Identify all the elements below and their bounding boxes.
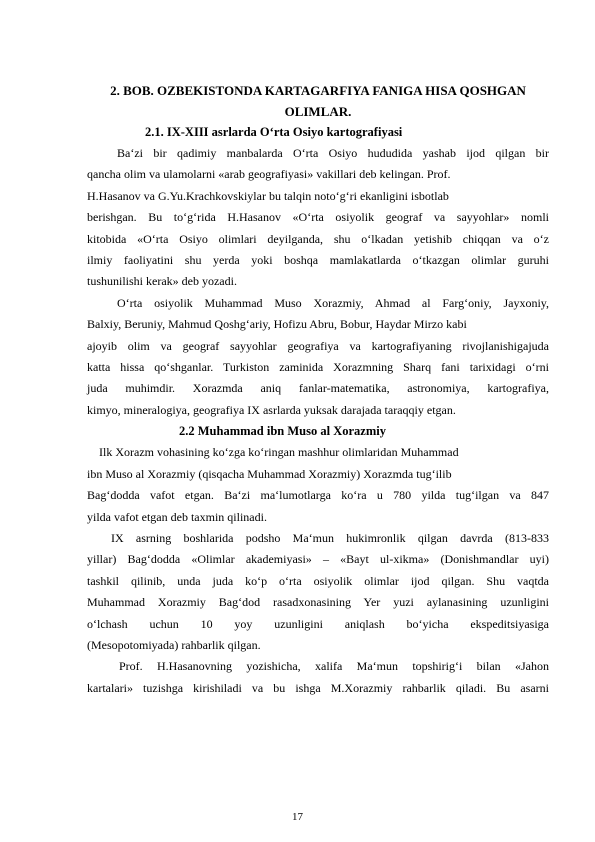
- paragraph-line: Muhammad Xorazmiy Bag‘dod rasadxonasining Yer yuzi aylanasining uzunligini: [87, 595, 549, 610]
- chapter-title-line-2: OLIMLAR.: [284, 104, 352, 119]
- paragraph-line: tushunilishi kerak» deb yozadi.: [87, 274, 237, 289]
- paragraph-line: berishgan. Bu to‘g‘rida H.Hasanov «O‘rta osiyolik geograf va sayyohlar» nomli: [87, 210, 549, 225]
- section-2-1-paragraph-2: [87, 293, 549, 421]
- page-number: 17: [292, 811, 303, 823]
- paragraph-line: Ba‘zi bir qadimiy manbalarda O‘rta Osiyo hududida yashab ijod qilgan bir: [117, 146, 549, 160]
- section-2-2-paragraph-1: [87, 442, 549, 528]
- paragraph-line: Prof. H.Hasanovning yozishicha, xalifa Ma‘mun topshirig‘i bilan «Jahon: [119, 659, 549, 674]
- paragraph-line: kitobida «O‘rta Osiyo olimlari deyilganda, shu o‘lkadan yetishib chiqqan va o‘z: [87, 231, 549, 246]
- paragraph-line: kimyo, mineralogiya, geografiya IX asrlarda yuksak darajada taraqqiy etgan.: [87, 402, 456, 417]
- paragraph-line: qancha olim va ulamolarni «arab geografiyasi» vakillari deb kelingan. Prof.: [87, 167, 451, 182]
- section-2-2-paragraph-2: [87, 528, 549, 656]
- chapter-title-line-1: 2. BOB. OZBEKISTONDA KARTAGARFIYA FANIGA HISA QOSHGAN: [110, 83, 526, 98]
- paragraph-line: ilmiy faoliyatini shu yerda yoki boshqa mamlakatlarda o‘tkazgan olimlar guruhi: [87, 253, 549, 268]
- chapter-title: [87, 80, 549, 122]
- paragraph-line: o‘lchash uchun 10 yoy uzunligini aniqlash bo‘yicha ekspeditsiyasiga: [87, 616, 549, 631]
- paragraph-line: ibn Muso al Xorazmiy (qisqacha Muhammad Xorazmiy) Xorazmda tug‘ilib: [87, 466, 452, 481]
- document-page: [87, 80, 549, 699]
- paragraph-line: kartalari» tuzishga kirishiladi va bu ishga M.Xorazmiy rahbarlik qiladi. Bu asarni: [87, 680, 549, 695]
- paragraph-line: (Mesopotomiyada) rahbarlik qilgan.: [87, 637, 261, 652]
- section-2-2-paragraph-3: [87, 656, 549, 699]
- paragraph-line: juda muhimdir. Xorazmda aniq fanlar-matematika, astronomiya, kartografiya,: [87, 381, 549, 396]
- paragraph-line: tashkil qilinib, unda juda ko‘p o‘rta osiyolik olimlar ijod qilgan. Shu vaqtda: [87, 573, 549, 588]
- section-title-2-1: 2.1. IX-XIII asrlarda O‘rta Osiyo kartografiyasi: [145, 125, 403, 139]
- paragraph-line: H.Hasanov va G.Yu.Krachkovskiylar bu talqin noto‘g‘ri ekanligini isbotlab: [87, 188, 449, 203]
- paragraph-line: Balxiy, Beruniy, Mahmud Qoshg‘ariy, Hofizu Abru, Bobur, Haydar Mirzo kabi: [87, 317, 467, 332]
- section-2-1-paragraph-1: [87, 143, 549, 293]
- paragraph-line: Ilk Xorazm vohasining ko‘zga ko‘ringan mashhur olimlaridan Muhammad: [99, 445, 459, 460]
- paragraph-line: yilda vafot etgan deb taxmin qilinadi.: [87, 509, 267, 524]
- paragraph-line: IX asrning boshlarida podsho Ma‘mun hukimronlik qilgan davrda (813-833: [111, 530, 549, 545]
- paragraph-line: ajoyib olim va geograf sayyohlar geografiya va kartografiyaning rivojlanishigajuda: [87, 338, 549, 353]
- paragraph-line: O‘rta osiyolik Muhammad Muso Xorazmiy, Ahmad al Farg‘oniy, Jayxoniy,: [117, 295, 549, 310]
- paragraph-line: yillar) Bag‘dodda «Olimlar akademiyasi» – «Bayt ul-xikma» (Donishmandlar uyi): [87, 552, 549, 567]
- paragraph-line: katta hissa qo‘shganlar. Turkiston zaminida Xorazmning Sharq fani tarixidagi o‘rni: [87, 360, 549, 375]
- paragraph-line: Bag‘dodda vafot etgan. Ba‘zi ma‘lumotlarga ko‘ra u 780 yilda tug‘ilgan va 847: [87, 488, 549, 503]
- section-title-2-2: 2.2 Muhammad ibn Muso al Xorazmiy: [179, 424, 386, 439]
